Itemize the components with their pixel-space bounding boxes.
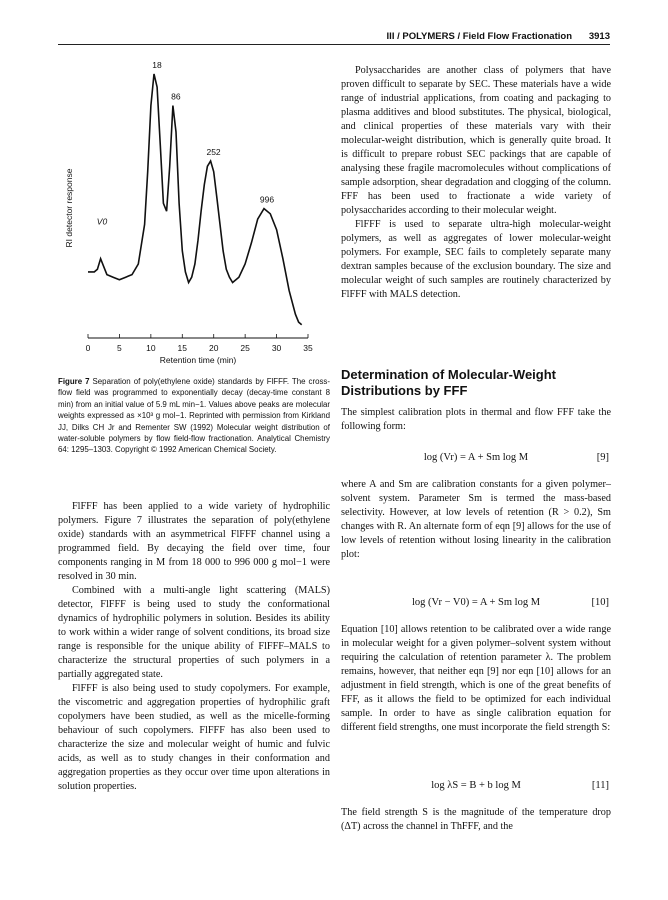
peak-label: 18 [152, 59, 162, 70]
equation-11 [341, 780, 611, 796]
paragraph: The field strength S is the magnitude of the temperature drop (ΔT) across the channel in ThFFF, and the [341, 807, 611, 832]
paragraph: FlFFF is used to separate ultra-high molecular-weight polymers, as well as aggregates of lower molecular-weight polymers. For example, SEC fails to completely separate many dextran samples because of the exclusion boundary. The size and molecular weight of such samples are routinely characterized by FlFFF with MALS detection. [341, 219, 611, 300]
equation-number: [9] [596, 452, 609, 463]
peak-label: 252 [206, 147, 221, 158]
void-volume-label: V0 [96, 216, 108, 227]
x-tick-label: 25 [240, 343, 250, 353]
paragraph: FlFFF has been applied to a wide variety of hydrophilic polymers. Figure 7 illustrates the separation of poly(ethylene oxide) standards with an asymmetrical FlFFF channel using a programmed field. By decaying the field over time, four components ranging in M from 18 000 to 996 000 g mol−1 were resolved in 30 min. [58, 501, 330, 582]
caption-label: Figure 7 [58, 377, 90, 386]
right-intro [341, 406, 611, 434]
x-tick-label: 35 [303, 343, 313, 353]
x-axis-label: Retention time (min) [159, 355, 237, 365]
y-axis-label: RI detector response [64, 168, 74, 248]
figure-7-chart [58, 58, 330, 370]
equation-number: [10] [591, 597, 609, 608]
x-tick-label: 0 [85, 343, 91, 353]
x-tick-label: 15 [177, 343, 188, 353]
x-tick-label: 20 [208, 343, 219, 353]
right-text-after-eq10 [341, 623, 611, 735]
paragraph: where A and Sm are calibration constants for a given polymer–solvent system. Parameter Sm is termed the mass-based selectivity. However, at low levels of retention (R > 0.2), Sm changes with R. An alternate form of eqn [9] allows for the use of low levels of retention without losing linearity in the calibration plot: [341, 479, 611, 560]
paragraph: The simplest calibration plots in thermal and flow FFF take the following form: [341, 407, 611, 432]
x-tick-label: 5 [117, 343, 122, 353]
paragraph: Equation [10] allows retention to be calibrated over a wide range in molecular weight for a given polymer–solvent system without requiring the calculation of retention parameter λ. The problem remains, however, that neither eqn [9] nor eqn [10] allows for an adjustment in field strength, which is one of the great benefits of FFF, as it allows the field to be optimized for each individual sample. In order to have as single calibration equation for different field strengths, one must incorporate the field strength S: [341, 624, 611, 733]
equation-body: log λS = B + b log M [431, 780, 521, 791]
paragraph: FlFFF is also being used to study copolymers. For example, the viscometric and aggregation properties of hydrophilic graft copolymers have been studied, as well as the micelle-forming behaviour of such copolymers. FlFFF has also been used to characterize the size and molecular weight of humic and fulvic acids, as well as to study changes in their conformation and aggregation properties as they occur over time upon alterations in solution properties. [58, 683, 330, 792]
right-text-after-eq9 [341, 478, 611, 562]
header-title: III / POLYMERS / Field Flow Fractionation [386, 31, 572, 42]
peak-label: 996 [259, 194, 275, 205]
figure-caption [58, 376, 330, 456]
peak-label: 86 [171, 91, 181, 102]
equation-body: log (Vr) = A + Sm log M [423, 452, 529, 463]
left-column-text [58, 500, 330, 794]
chart-svg [58, 58, 330, 370]
section-heading: Determination of Molecular-Weight Distributions by FFF [341, 367, 556, 398]
x-tick-label: 30 [271, 343, 282, 353]
caption-text: Separation of poly(ethylene oxide) standards by FlFFF. The cross-flow field was programmed to exponentially decay (decay-time constant 8 min) from an initial value of 5.9 mL min−1. Values above peaks are molecular weights expressed as ×10³ g mol−1. Reprinted with permission from Kirkland JJ, Dilks CH Jr and Rementer SW (1992) Molecular weight distribution of water-soluble polymers by flow field-flow fractionation. Analytical Chemistry 64: 1295–1303. Copyright © 1992 American Chemical Society. [58, 377, 330, 455]
header-rule [58, 44, 610, 45]
right-column-text-top [341, 64, 611, 302]
equation-10 [341, 597, 611, 613]
equation-body: log (Vr − V0) = A + Sm log M [411, 597, 541, 608]
equation-number: [11] [591, 780, 609, 791]
paragraph: Combined with a multi-angle light scattering (MALS) detector, FlFFF is being used to study the conformational dynamics of hydrophilic polymers in solution. Besides its ability to work within a wider range of solvent conditions, its broad size range is responsible for the unique ability of FlFFF–MALS to characterize the structural properties of such polymers in a partially aggregated state. [58, 585, 330, 680]
page-number: 3913 [588, 31, 610, 42]
paragraph: Polysaccharides are another class of polymers that have proven difficult to separate by SEC. These materials have a wide range of industrial applications, from coating and packaging to plasma additives and blood substitutes. The physical, biological, and clinical properties of these materials vary with their molecular-weight distribution, which is generally quite broad. It is difficult to prepare robust SEC packings that are capable of analysing these fragile macromolecules without complications of sample adsorption, shear degradation and clogging of the column. FFF has been used to fractionate a wide variety of polysaccharides according to their molecular weight. [341, 65, 611, 216]
equation-9 [341, 452, 611, 468]
x-tick-label: 10 [146, 343, 156, 353]
right-text-after-eq11 [341, 806, 611, 834]
